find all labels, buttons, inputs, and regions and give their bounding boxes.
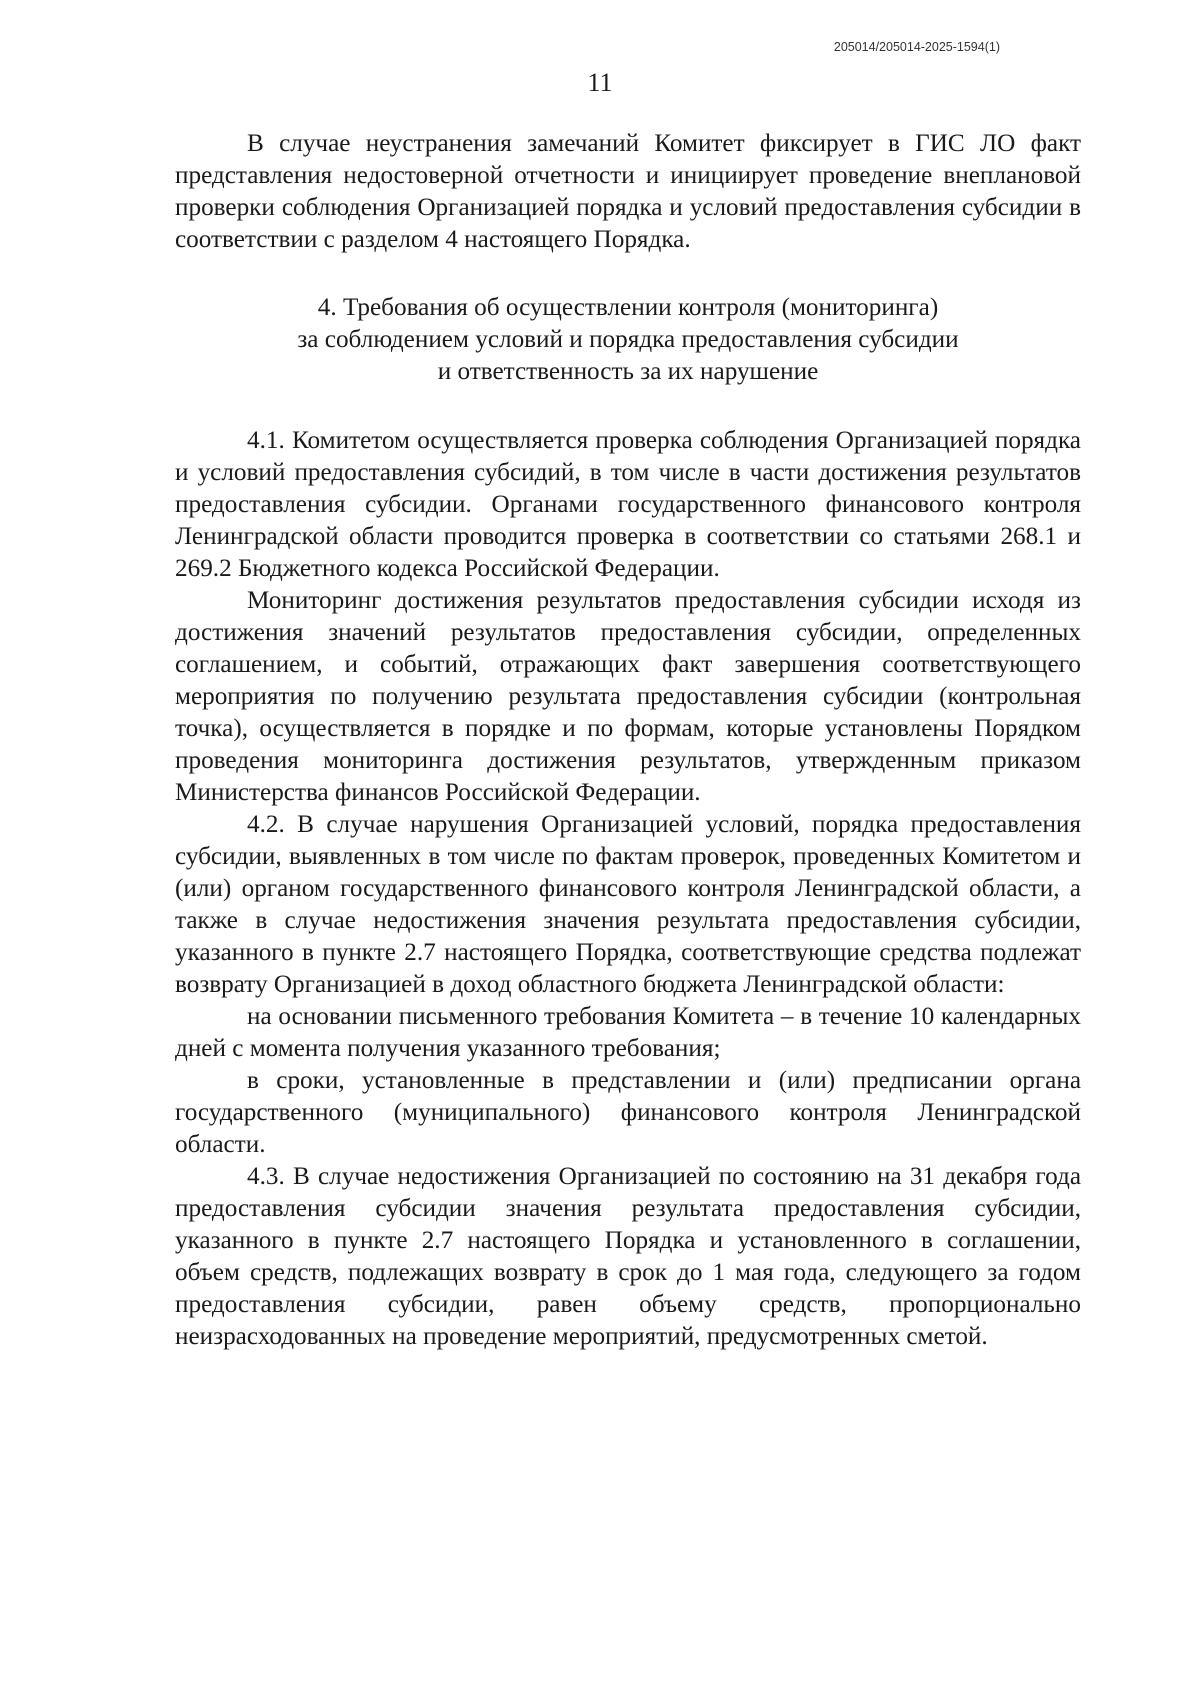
- document-body: [175, 128, 1081, 1353]
- paragraph-4-3: 4.3. В случае недостижения Организацией по состоянию на 31 декабря года предоставления субсидии значения результата предоставления субсидии, указанного в пункте 2.7 настоящего Порядка и установленного в соглашении, объем средств, подлежащих возврату в срок до 1 мая года, следующего за годом предоставления субсидии, равен объему средств, пропорционально неизрасходованных на проведение мероприятий, предусмотренных сметой.: [175, 1163, 1081, 1350]
- paragraph-monitoring: Мониторинг достижения результатов предоставления субсидии исходя из достижения значений результатов предоставления субсидии, определенных соглашением, и событий, отражающих факт завершения соответствующего мероприятия по получению результата предоставления субсидии (контрольная точка), осуществляется в порядке и по формам, которые установлены Порядком проведения мониторинга достижения результатов, утвержденным приказом Министерства финансов Российской Федерации.: [175, 587, 1081, 806]
- paragraph-4-1: 4.1. Комитетом осуществляется проверка соблюдения Организацией порядка и условий предоставления субсидий, в том числе в части достижения результатов предоставления субсидии. Органами государственного финансового контроля Ленинградской области проводится проверка в соответствии со статьями 268.1 и 269.2 Бюджетного кодекса Российской Федерации.: [175, 427, 1081, 582]
- paragraph-4-2: 4.2. В случае нарушения Организацией условий, порядка предоставления субсидии, выявленных в том числе по фактам проверок, проведенных Комитетом и (или) органом государственного финансового контроля Ленинградской области, а также в случае недостижения значения результата предоставления субсидии, указанного в пункте 2.7 настоящего Порядка, соответствующие средства подлежат возврату Организацией в доход областного бюджета Ленинградской области:: [175, 811, 1081, 998]
- page-number: 11: [587, 68, 613, 97]
- section-heading: [175, 292, 1081, 388]
- section-heading-line: 4. Требования об осуществлении контроля (мониторинга): [317, 294, 939, 321]
- section-heading-line: за соблюдением условий и порядка предоставления субсидии: [297, 326, 959, 353]
- document-number: 205014/205014-2025-1594(1): [833, 40, 1000, 54]
- paragraph-written-demand: на основании письменного требования Комитета – в течение 10 календарных дней с момента получения указанного требования;: [175, 1003, 1081, 1062]
- paragraph-remarks: В случае неустранения замечаний Комитет фиксирует в ГИС ЛО факт представления недостоверной отчетности и инициирует проведение внеплановой проверки соблюдения Организацией порядка и условий предоставления субсидии в соответствии с разделом 4 настоящего Порядка.: [175, 130, 1081, 253]
- paragraph-deadlines: в сроки, установленные в представлении и (или) предписании органа государственного (муниципального) финансового контроля Ленинградской области.: [175, 1067, 1081, 1158]
- section-heading-line: и ответственность за их нарушение: [437, 358, 819, 385]
